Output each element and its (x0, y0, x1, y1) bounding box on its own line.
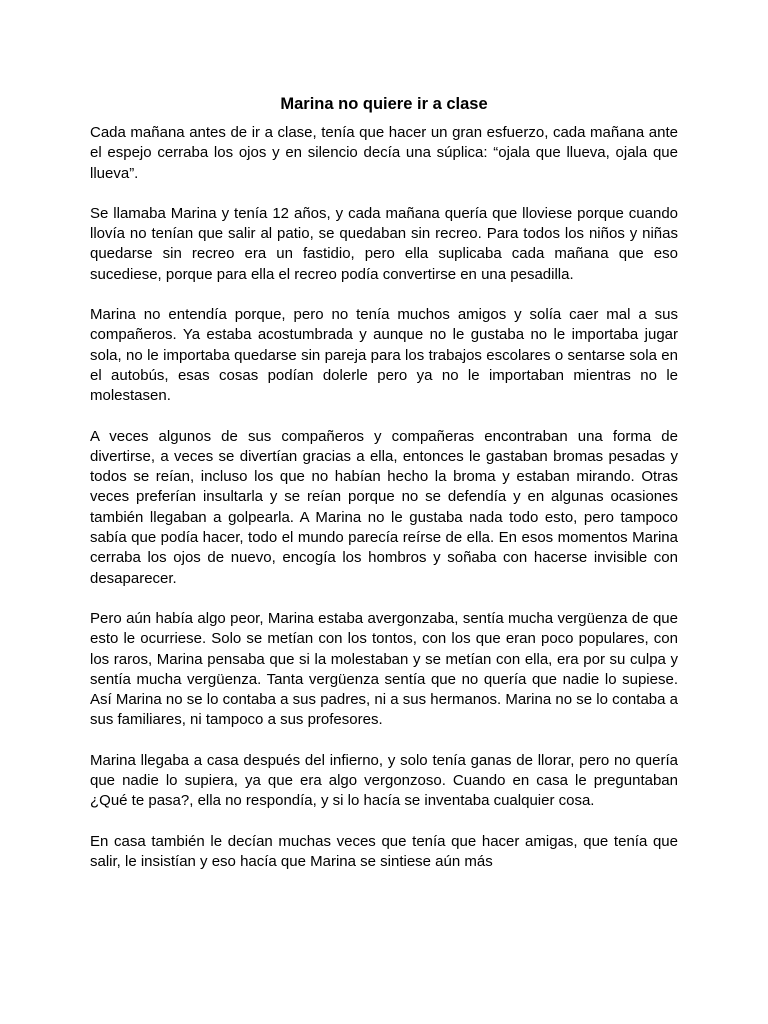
paragraph-1: Cada mañana antes de ir a clase, tenía que hacer un gran esfuerzo, cada mañana ante el espejo cerraba los ojos y en silencio decía una súplica: “ojala que llueva, ojala que llueva”. (90, 124, 678, 182)
paragraph-2: Se llamaba Marina y tenía 12 años, y cada mañana quería que lloviese porque cuando llovía no tenían que salir al patio, se quedaban sin recreo. Para todos los niños y niñas quedarse sin recreo era un fastidio, pero ella suplicaba cada mañana que eso sucediese, porque para ella el recreo podía convertirse en una pesadilla. (90, 204, 678, 283)
document-page (90, 93, 678, 892)
paragraph-4: A veces algunos de sus compañeros y compañeras encontraban una forma de divertirse, a veces se divertían gracias a ella, entonces le gastaban bromas pesadas y todos se reían, incluso los que no habían hecho la broma y estaban mirando. Otras veces preferían insultarla y se reían porque no se defendía y en algunas ocasiones también llegaban a golpearla. A Marina no le gustaba nada todo esto, pero tampoco sabía que podía hacer, todo el mundo parecía reírse de ella. En esos momentos Marina cerraba los ojos de nuevo, encogía los hombros y soñaba con hacerse invisible con desaparecer. (90, 427, 678, 587)
paragraph-6: Marina llegaba a casa después del infierno, y solo tenía ganas de llorar, pero no quería que nadie lo supiera, ya que era algo vergonzoso. Cuando en casa le preguntaban ¿Qué te pasa?, ella no respondía, y si lo hacía se inventaba cualquier cosa. (90, 751, 678, 810)
paragraph-3: Marina no entendía porque, pero no tenía muchos amigos y solía caer mal a sus compañeros. Ya estaba acostumbrada y aunque no le gustaba no le importaba jugar sola, no le importaba quedarse sin pareja para los trabajos escolares o sentarse sola en el autobús, esas cosas podían dolerle pero ya no le importaban mientras no le molestasen. (90, 306, 678, 405)
paragraph-5: Pero aún había algo peor, Marina estaba avergonzaba, sentía mucha vergüenza de que esto le ocurriese. Solo se metían con los tontos, con los que eran poco populares, con los raros, Marina pensaba que si la molestaban y se metían con ella, era por su culpa y sentía mucha vergüenza. Tanta vergüenza sentía que no quería que nadie lo supiese. Así Marina no se lo contaba a sus padres, ni a sus hermanos. Marina no se lo contaba a sus familiares, ni tampoco a sus profesores. (90, 609, 678, 729)
document-title: Marina no quiere ir a clase (280, 95, 488, 113)
paragraph-7: En casa también le decían muchas veces que tenía que hacer amigas, que tenía que salir, le insistían y eso hacía que Marina se sintiese aún más (90, 832, 678, 870)
